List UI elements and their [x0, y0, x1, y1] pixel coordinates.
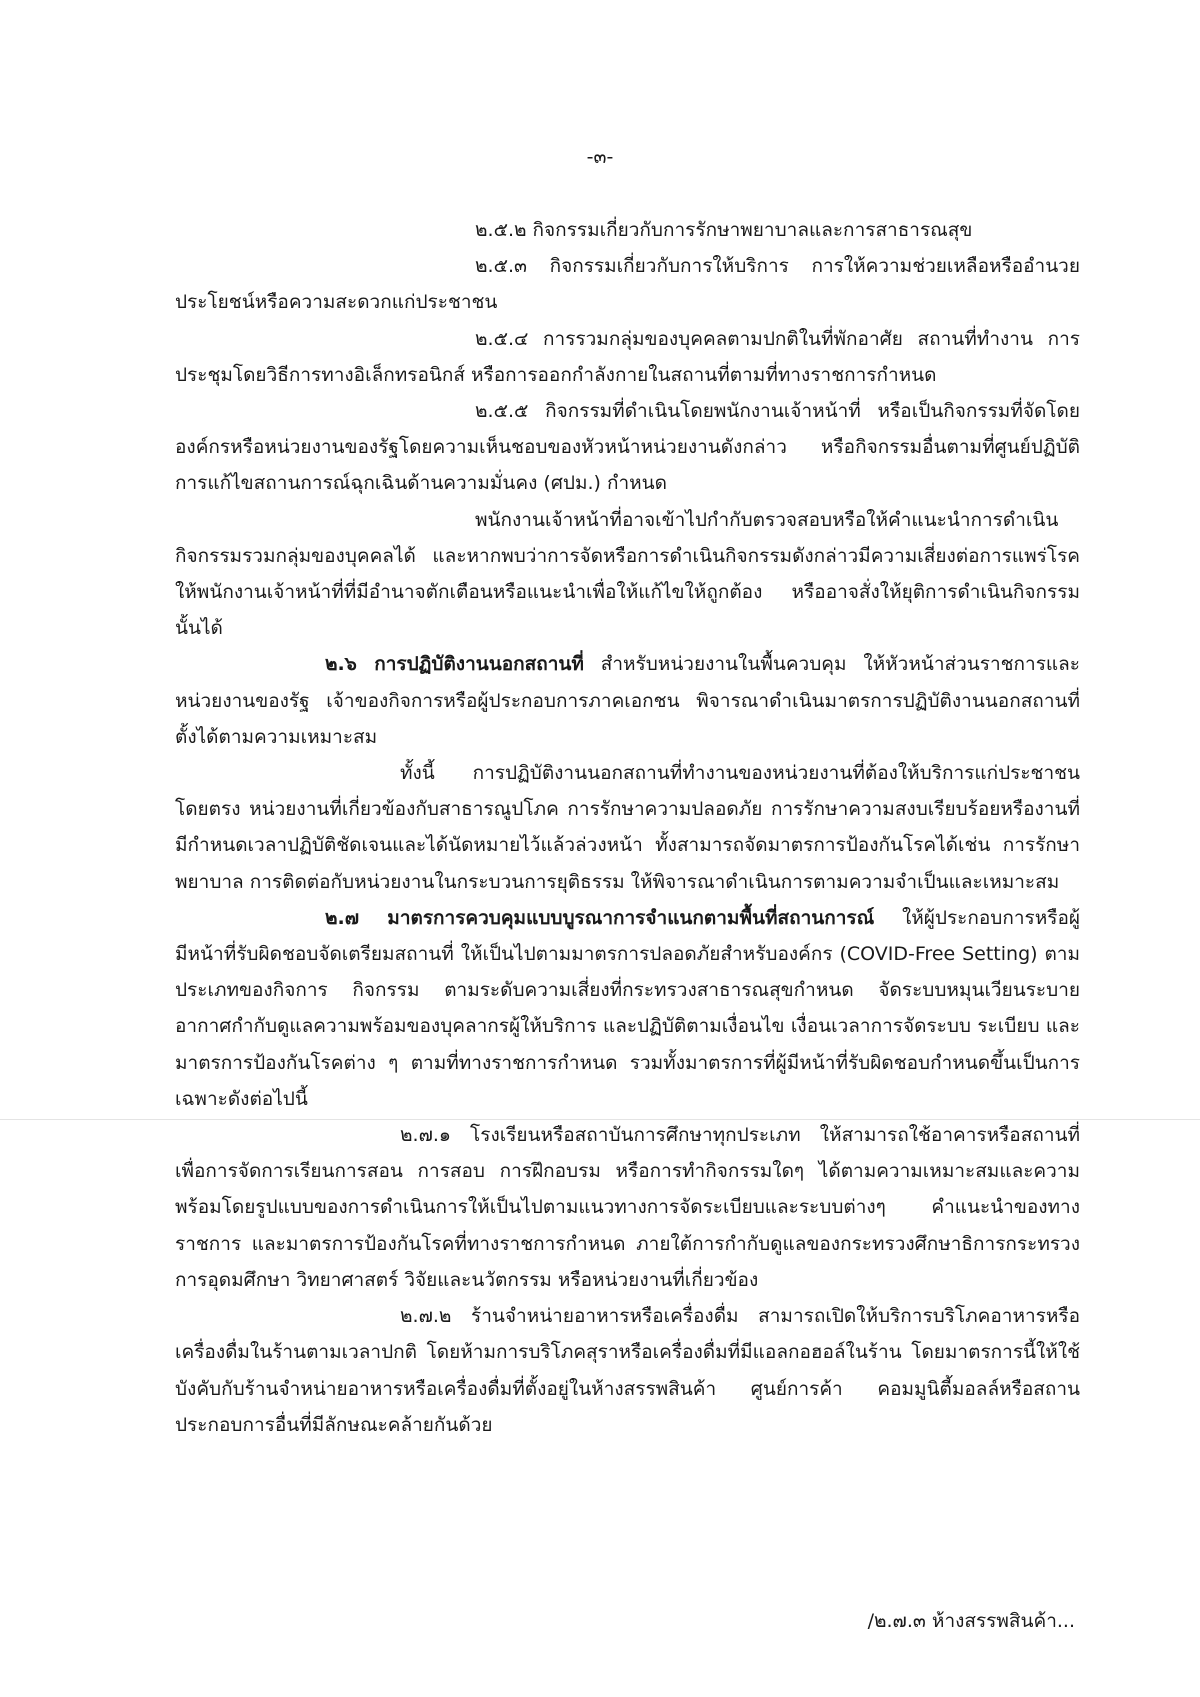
section-2-7-body: ให้ผู้ประกอบการหรือผู้มีหน้าที่รับผิดชอบจัดเตรียมสถานที่ ให้เป็นไปตามมาตรการปลอดภัยสำหรับองค์กร (COVID-Free Setting) ตามประเภทของกิจการ กิจกรรม ตามระดับความเสี่ยงที่กระทรวงสาธารณสุขกำหนด จัดระบบหมุนเวียนระบายอากาศกำกับดูแลความพร้อมของบุคลากรผู้ให้บริการ และปฏิบัติตามเงื่อนไข เงื่อนเวลาการจัดระบบ ระเบียบ และมาตรการป้องกันโรคต่าง ๆ ตามที่ทางราชการกำหนด รวมทั้งมาตรการที่ผู้มีหน้าที่รับผิดชอบกำหนดขึ้นเป็นการเฉพาะดังต่อไปนี้: [175, 906, 1080, 1110]
paragraph-2-7-1: ๒.๗.๑ โรงเรียนหรือสถาบันการศึกษาทุกประเภท ให้สามารถใช้อาคารหรือสถานที่เพื่อการจัดการเรียนการสอน การสอบ การฝึกอบรม หรือการทำกิจกรรมใดๆ ได้ตามความเหมาะสมและความพร้อมโดยรูปแบบของการดำเนินการให้เป็นไปตามแนวทางการจัดระเบียบและระบบต่างๆ คำแนะนำของทางราชการ และมาตรการป้องกันโรคที่ทางราชการกำหนด ภายใต้การกำกับดูแลของกระทรวงศึกษาธิการกระทรวงการอุดมศึกษา วิทยาศาสตร์ วิจัยและนวัตกรรม หรือหน่วยงานที่เกี่ยวข้อง: [175, 1124, 1080, 1291]
paragraph-2-5-5: ๒.๕.๕ กิจกรรมที่ดำเนินโดยพนักงานเจ้าหน้าที่ หรือเป็นกิจกรรมที่จัดโดยองค์กรหรือหน่วยงานของรัฐโดยความเห็นชอบของหัวหน้าหน่วยงานดังกล่าว หรือกิจกรรมอื่นตามที่ศูนย์ปฏิบัติการแก้ไขสถานการณ์ฉุกเฉินด้านความมั่นคง (ศปม.) กำหนด: [175, 400, 1080, 495]
paragraph-2-7-2: ๒.๗.๒ ร้านจำหน่ายอาหารหรือเครื่องดื่ม สามารถเปิดให้บริการบริโภคอาหารหรือเครื่องดื่มในร้านตามเวลาปกติ โดยห้ามการบริโภคสุราหรือเครื่องดื่มที่มีแอลกอฮอล์ในร้าน โดยมาตรการนี้ให้ใช้บังคับกับร้านจำหน่ายอาหารหรือเครื่องดื่มที่ตั้งอยู่ในห้างสรรพสินค้า ศูนย์การค้า คอมมูนิตี้มอลล์หรือสถานประกอบการอื่นที่มีลักษณะคล้ายกันด้วย: [175, 1305, 1080, 1436]
scan-divider-line: [0, 1119, 1200, 1120]
continuation-note: /๒.๗.๓ ห้างสรรพสินค้า...: [867, 1610, 1075, 1632]
page-number: -๓-: [586, 146, 614, 168]
document-body: [175, 212, 1080, 1443]
paragraph-2-5-4: ๒.๕.๔ การรวมกลุ่มของบุคคลตามปกติในที่พักอาศัย สถานที่ทำงาน การประชุมโดยวิธีการทางอิเล็กทรอนิกส์ หรือการออกกำลังกายในสถานที่ตามที่ทางราชการกำหนด: [175, 327, 1080, 386]
section-2-6-body: สำหรับหน่วยงานในพื้นควบคุม ให้หัวหน้าส่วนราชการและหน่วยงานของรัฐ เจ้าของกิจการหรือผู้ประกอบการภาคเอกชน พิจารณาดำเนินมาตรการปฏิบัติงานนอกสถานที่ตั้งได้ตามความเหมาะสม: [175, 653, 1080, 748]
section-2-6-heading: ๒.๖ การปฏิบัติงานนอกสถานที่: [325, 653, 584, 676]
section-2-7: [175, 900, 1080, 1117]
paragraph-2-5-3: ๒.๕.๓ กิจกรรมเกี่ยวกับการให้บริการ การให้ความช่วยเหลือหรืออำนวยประโยชน์หรือความสะดวกแก่ประชาชน: [175, 255, 1080, 314]
section-2-6: [175, 646, 1080, 755]
paragraph-officer-supervision: พนักงานเจ้าหน้าที่อาจเข้าไปกำกับตรวจสอบหรือให้คำแนะนำการดำเนินกิจกรรมรวมกลุ่มของบุคคลได้ และหากพบว่าการจัดหรือการดำเนินกิจกรรมดังกล่าวมีความเสี่ยงต่อการแพร่โรคให้พนักงานเจ้าหน้าที่ที่มีอำนาจตักเตือนหรือแนะนำเพื่อให้แก้ไขให้ถูกต้อง หรืออาจสั่งให้ยุติการดำเนินกิจกรรมนั้นได้: [175, 508, 1080, 640]
section-2-7-heading: ๒.๗ มาตรการควบคุมแบบบูรณาการจำแนกตามพื้นที่สถานการณ์: [325, 906, 875, 929]
paragraph-2-6-note: ทั้งนี้ การปฏิบัติงานนอกสถานที่ทำงานของหน่วยงานที่ต้องให้บริการแก่ประชาชนโดยตรง หน่วยงานที่เกี่ยวข้องกับสาธารณูปโภค การรักษาความปลอดภัย การรักษาความสงบเรียบร้อยหรืองานที่มีกำหนดเวลาปฏิบัติชัดเจนและได้นัดหมายไว้แล้วล่วงหน้า ทั้งสามารถจัดมาตรการป้องกันโรคได้เช่น การรักษาพยาบาล การติดต่อกับหน่วยงานในกระบวนการยุติธรรม ให้พิจารณาดำเนินการตามความจำเป็นและเหมาะสม: [175, 762, 1080, 893]
paragraph-2-5-2: ๒.๕.๒ กิจกรรมเกี่ยวกับการรักษาพยาบาลและการสาธารณสุข: [475, 219, 973, 241]
